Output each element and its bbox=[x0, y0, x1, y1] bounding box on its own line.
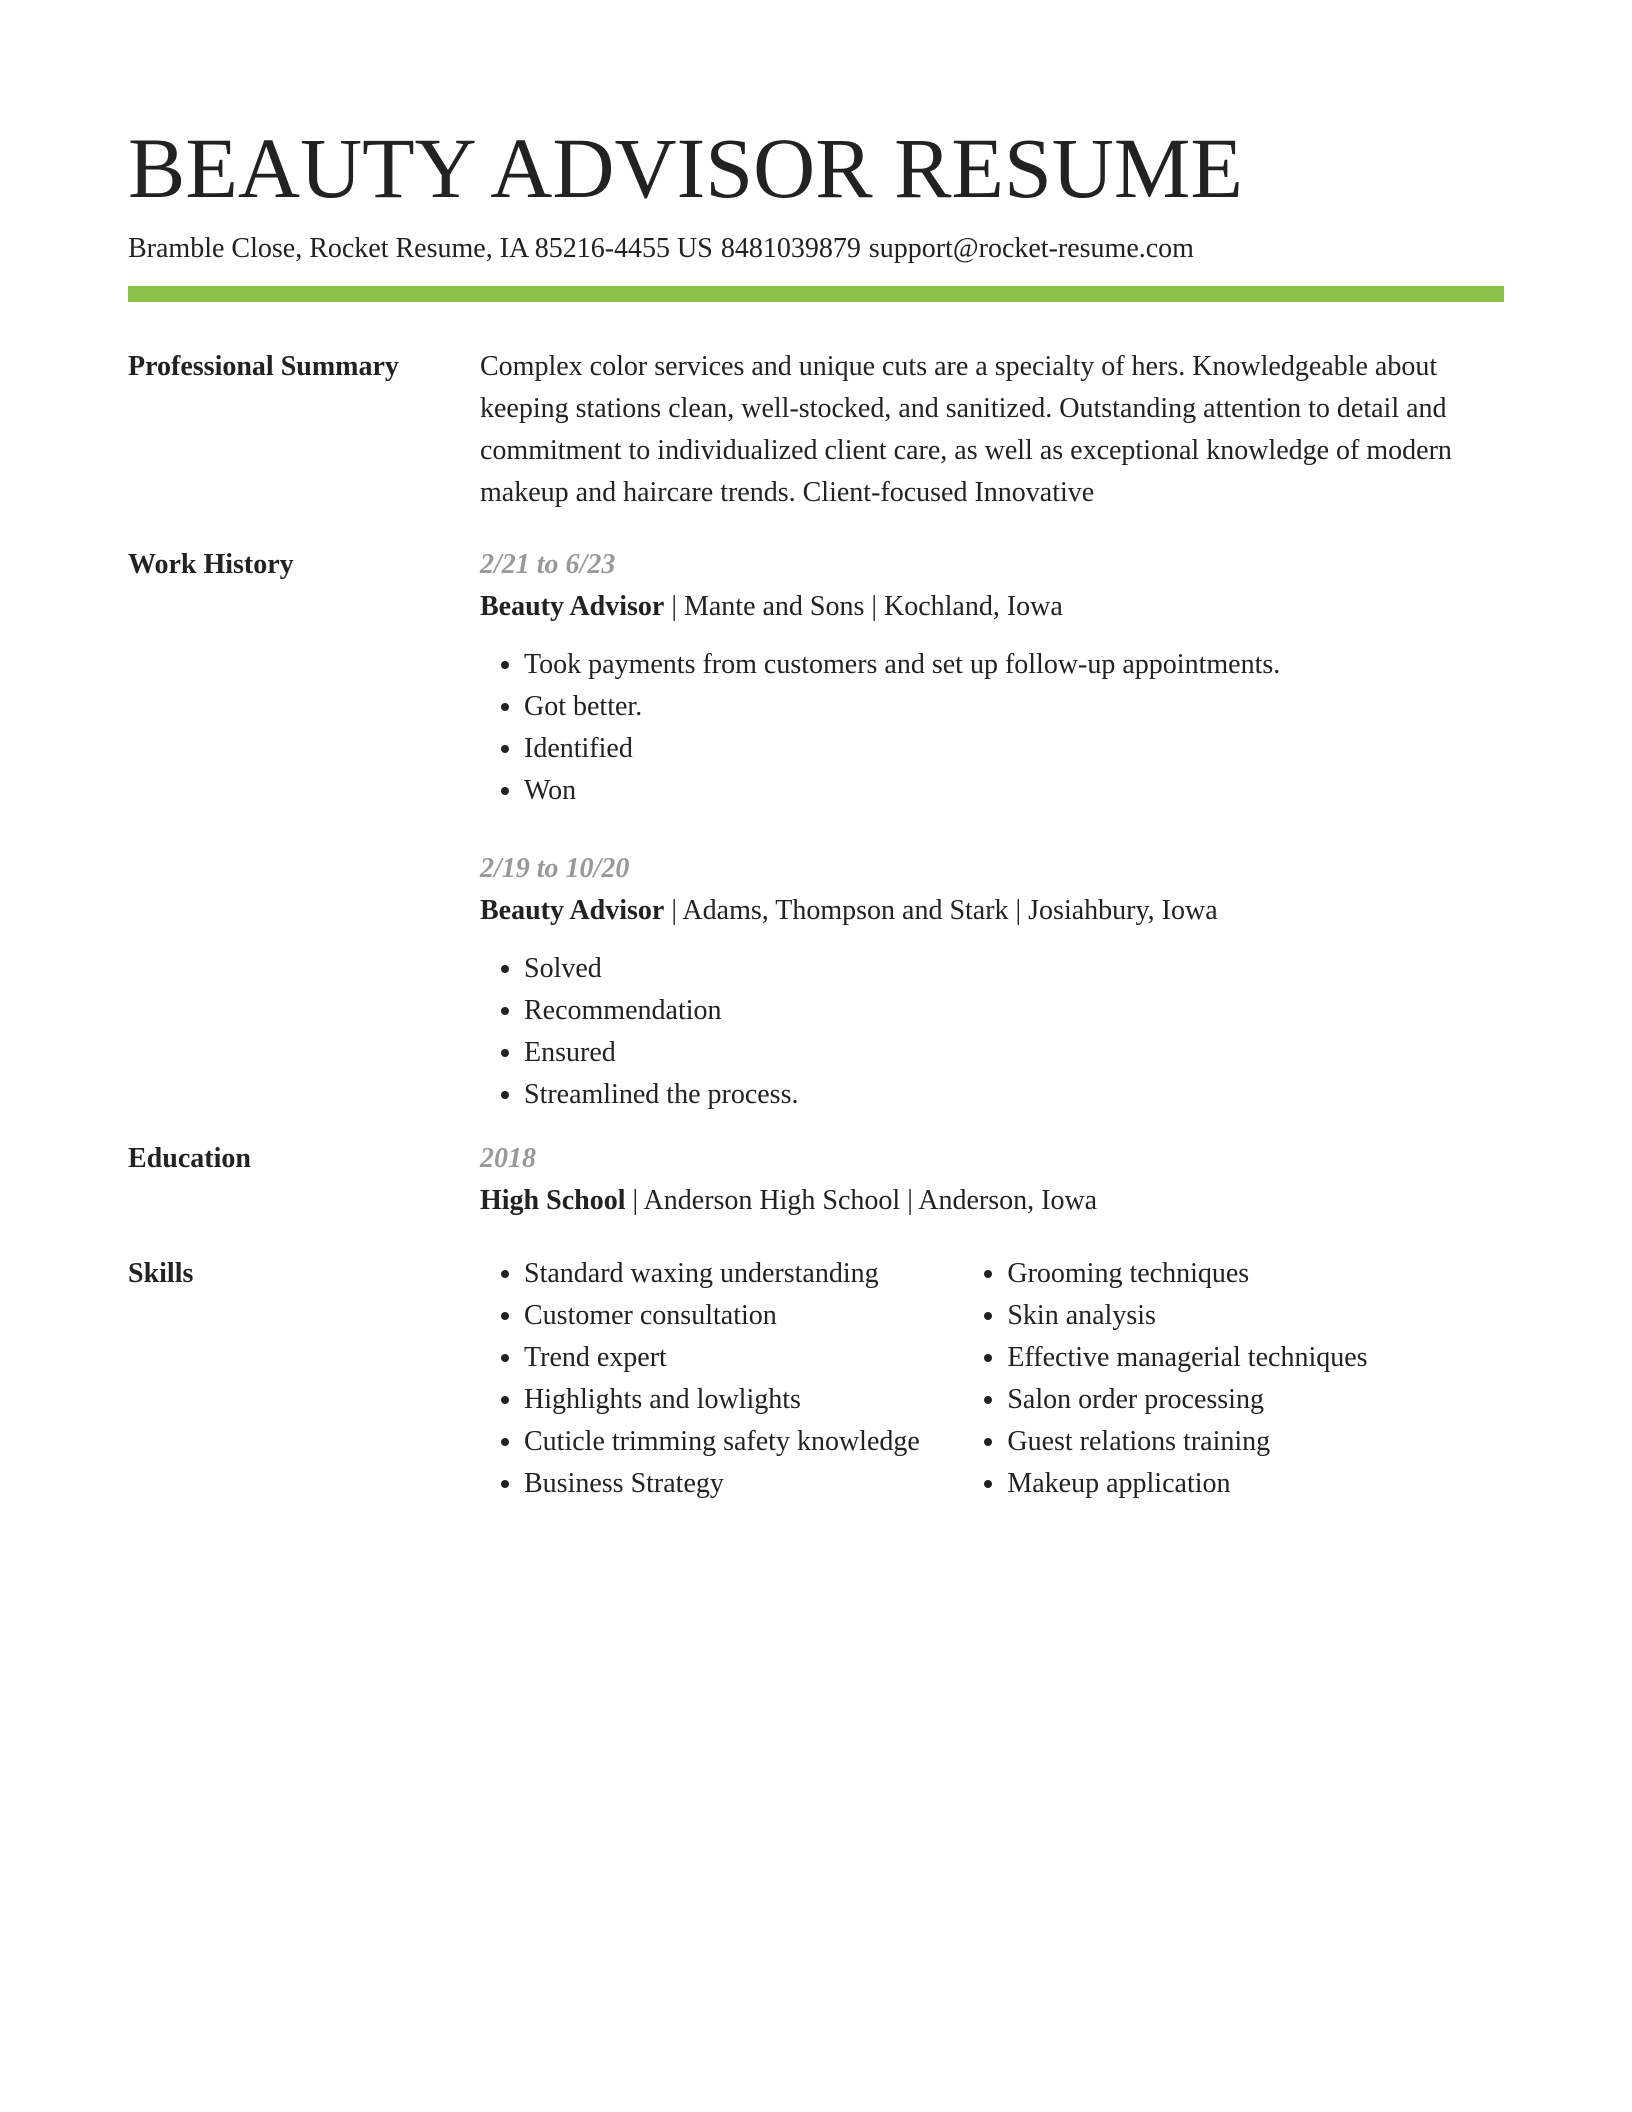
job-role-line bbox=[480, 890, 1504, 932]
work-history-label: Work History bbox=[128, 549, 294, 580]
contact-email: support@rocket-resume.com bbox=[868, 233, 1194, 264]
job-title: Beauty Advisor bbox=[480, 895, 665, 926]
skills-list-left bbox=[480, 1253, 963, 1505]
skills-body bbox=[480, 1253, 1504, 1505]
job-duty: • Took payments from customers and set up follow-up appointments. bbox=[524, 644, 1504, 686]
job-dates: 2/19 to 10/20 bbox=[480, 853, 630, 884]
skill-item: • Effective managerial techniques bbox=[1007, 1337, 1504, 1379]
skill-item: • Guest relations training bbox=[1007, 1421, 1504, 1463]
work-history-body bbox=[480, 544, 1504, 1116]
skill-item: • Customer consultation bbox=[524, 1295, 963, 1337]
summary-body bbox=[480, 346, 1504, 514]
contact-phone: 8481039879 bbox=[720, 233, 861, 264]
skill-item: • Business Strategy bbox=[524, 1463, 963, 1505]
skill-item: • Grooming techniques bbox=[1007, 1253, 1504, 1295]
job-duties-list bbox=[480, 948, 1504, 1116]
accent-divider bbox=[128, 286, 1504, 302]
summary-text: Complex color services and unique cuts are a specialty of hers. Knowledgeable about keeping stations clean, well-stocked, and sanitized. Outstanding attention to detail and commitment to individualized client care, as well as exceptional knowledge of modern makeup and haircare trends. Client-focused Innovative bbox=[480, 351, 1452, 508]
contact-address: Bramble Close, Rocket Resume, IA 85216-4455 US bbox=[128, 233, 713, 264]
education-year: 2018 bbox=[480, 1143, 536, 1174]
job-duty: • Won bbox=[524, 770, 1504, 812]
skill-item: • Skin analysis bbox=[1007, 1295, 1504, 1337]
education-body bbox=[480, 1138, 1504, 1222]
skill-item: • Standard waxing understanding bbox=[524, 1253, 963, 1295]
resume-title: BEAUTY ADVISOR RESUME bbox=[128, 120, 1243, 216]
job-title: Beauty Advisor bbox=[480, 591, 665, 622]
education-label: Education bbox=[128, 1143, 251, 1174]
skills-columns bbox=[480, 1253, 1504, 1505]
job-duties-list bbox=[480, 644, 1504, 812]
education-degree: High School bbox=[480, 1185, 626, 1216]
job-duty: • Solved bbox=[524, 948, 1504, 990]
skills-list-right bbox=[963, 1253, 1504, 1505]
job-employer-location: | Mante and Sons | Kochland, Iowa bbox=[664, 591, 1063, 622]
job-dates: 2/21 to 6/23 bbox=[480, 549, 616, 580]
skills-label: Skills bbox=[128, 1258, 194, 1289]
skill-item: • Highlights and lowlights bbox=[524, 1379, 963, 1421]
job-role-line bbox=[480, 586, 1504, 628]
skill-item: • Salon order processing bbox=[1007, 1379, 1504, 1421]
job-entry bbox=[480, 848, 1504, 1116]
contact-line bbox=[128, 230, 1194, 268]
job-entry bbox=[480, 544, 1504, 812]
education-school-location: | Anderson High School | Anderson, Iowa bbox=[625, 1185, 1098, 1216]
job-duty: • Identified bbox=[524, 728, 1504, 770]
job-duty: • Got better. bbox=[524, 686, 1504, 728]
skill-item: • Cuticle trimming safety knowledge bbox=[524, 1421, 963, 1463]
skill-item: • Makeup application bbox=[1007, 1463, 1504, 1505]
job-employer-location: | Adams, Thompson and Stark | Josiahbury, Iowa bbox=[664, 895, 1218, 926]
job-duty: • Streamlined the process. bbox=[524, 1074, 1504, 1116]
summary-label: Professional Summary bbox=[128, 351, 399, 382]
job-duty: • Recommendation bbox=[524, 990, 1504, 1032]
job-duty: • Ensured bbox=[524, 1032, 1504, 1074]
education-line bbox=[480, 1180, 1504, 1222]
skill-item: • Trend expert bbox=[524, 1337, 963, 1379]
